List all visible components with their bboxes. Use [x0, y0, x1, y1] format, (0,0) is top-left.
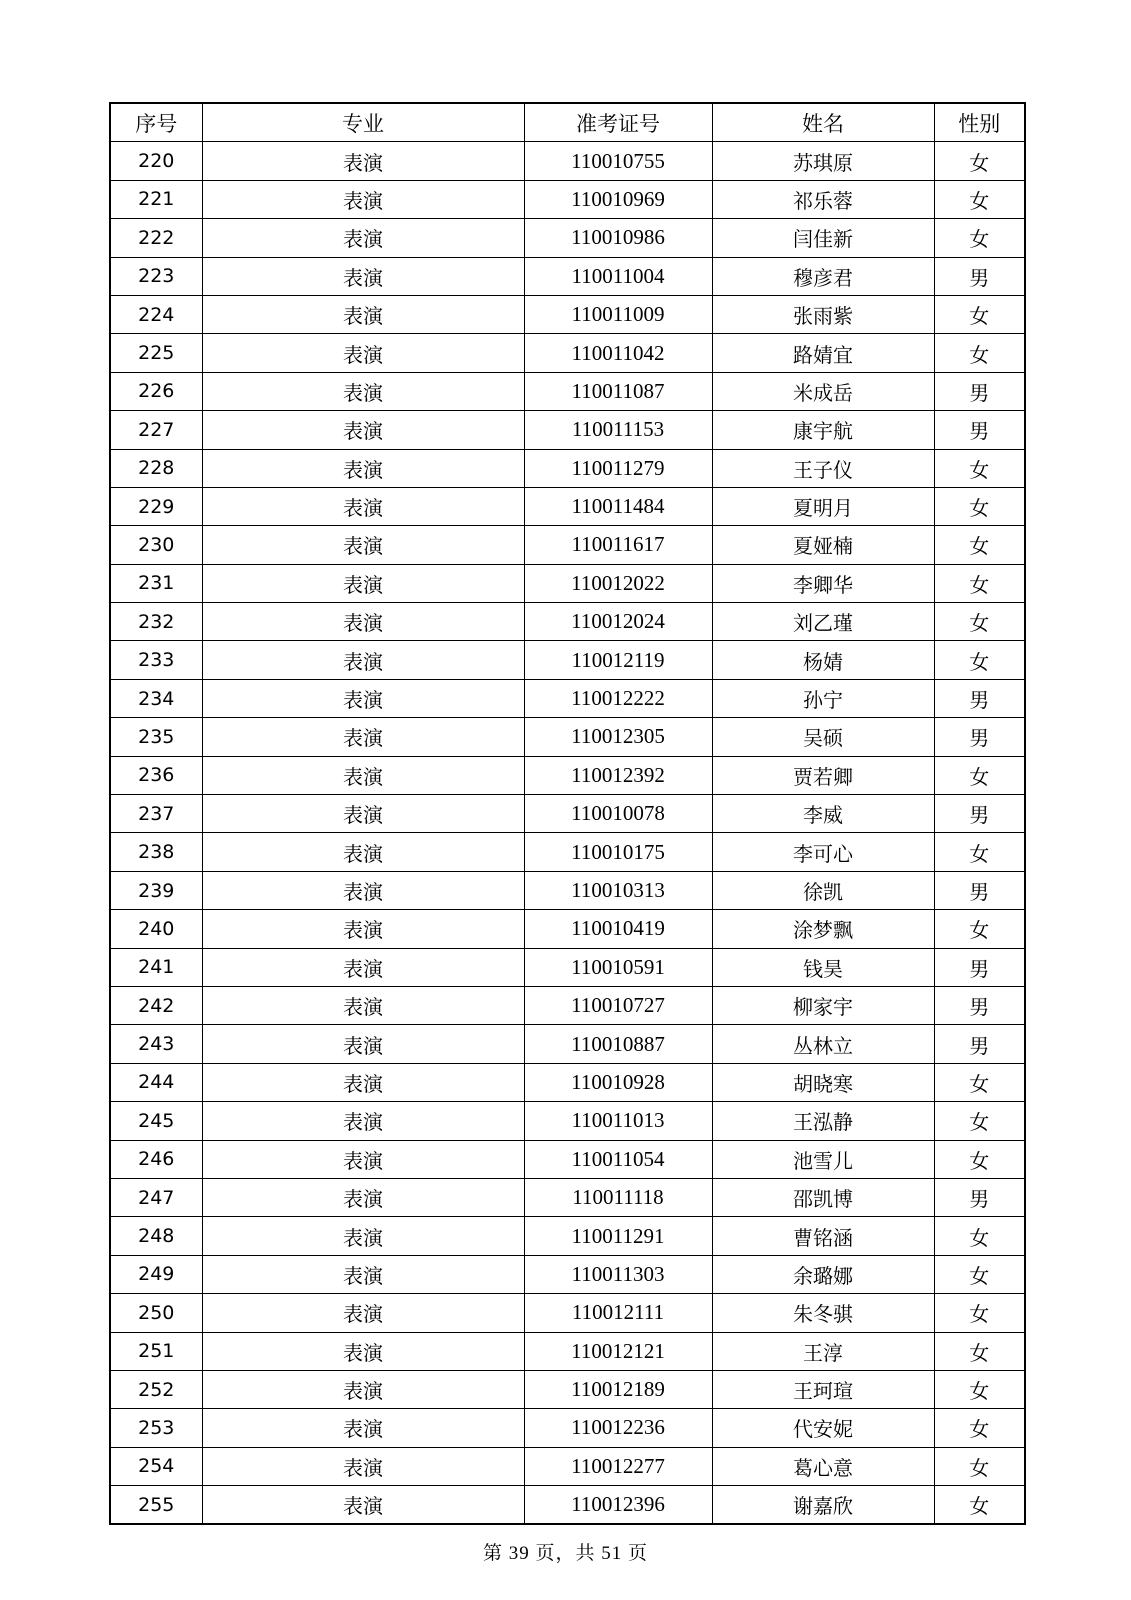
- cell-exam-id: 110010755: [524, 142, 712, 180]
- cell-seq: 253: [110, 1409, 202, 1447]
- cell-name: 葛心意: [712, 1447, 934, 1485]
- cell-major: 表演: [202, 1063, 524, 1101]
- cell-seq: 240: [110, 910, 202, 948]
- cell-exam-id: 110010986: [524, 219, 712, 257]
- cell-gender: 女: [934, 142, 1025, 180]
- cell-name: 杨婧: [712, 641, 934, 679]
- cell-exam-id: 110012305: [524, 718, 712, 756]
- cell-seq: 242: [110, 986, 202, 1024]
- cell-exam-id: 110012277: [524, 1447, 712, 1485]
- cell-gender: 女: [934, 487, 1025, 525]
- cell-seq: 226: [110, 372, 202, 410]
- cell-major: 表演: [202, 1140, 524, 1178]
- cell-seq: 223: [110, 257, 202, 295]
- table-row: [110, 1025, 1025, 1063]
- table-row: [110, 449, 1025, 487]
- cell-seq: 252: [110, 1370, 202, 1408]
- header-major: 专业: [202, 103, 524, 142]
- cell-major: 表演: [202, 1370, 524, 1408]
- cell-major: 表演: [202, 219, 524, 257]
- cell-name: 余璐娜: [712, 1255, 934, 1293]
- cell-exam-id: 110011291: [524, 1217, 712, 1255]
- header-exam-id: 准考证号: [524, 103, 712, 142]
- cell-exam-id: 110012236: [524, 1409, 712, 1447]
- table-row: [110, 756, 1025, 794]
- cell-exam-id: 110011087: [524, 372, 712, 410]
- cell-exam-id: 110012022: [524, 564, 712, 602]
- cell-seq: 222: [110, 219, 202, 257]
- cell-name: 朱冬骐: [712, 1294, 934, 1332]
- cell-gender: 女: [934, 1063, 1025, 1101]
- cell-exam-id: 110012392: [524, 756, 712, 794]
- cell-name: 胡晓寒: [712, 1063, 934, 1101]
- cell-name: 康宇航: [712, 411, 934, 449]
- table-row: [110, 1294, 1025, 1332]
- cell-seq: 231: [110, 564, 202, 602]
- cell-major: 表演: [202, 871, 524, 909]
- cell-name: 李卿华: [712, 564, 934, 602]
- cell-major: 表演: [202, 833, 524, 871]
- cell-name: 穆彦君: [712, 257, 934, 295]
- admission-roster-table: [109, 102, 1026, 1525]
- cell-seq: 246: [110, 1140, 202, 1178]
- cell-major: 表演: [202, 487, 524, 525]
- cell-exam-id: 110012121: [524, 1332, 712, 1370]
- cell-major: 表演: [202, 1217, 524, 1255]
- cell-name: 张雨紫: [712, 295, 934, 333]
- cell-exam-id: 110012119: [524, 641, 712, 679]
- cell-name: 谢嘉欣: [712, 1486, 934, 1525]
- table-row: [110, 833, 1025, 871]
- cell-exam-id: 110010727: [524, 986, 712, 1024]
- cell-name: 苏琪原: [712, 142, 934, 180]
- cell-seq: 224: [110, 295, 202, 333]
- cell-major: 表演: [202, 526, 524, 564]
- cell-exam-id: 110010928: [524, 1063, 712, 1101]
- cell-gender: 女: [934, 449, 1025, 487]
- cell-gender: 女: [934, 1447, 1025, 1485]
- cell-exam-id: 110011279: [524, 449, 712, 487]
- header-seq: 序号: [110, 103, 202, 142]
- cell-exam-id: 110011118: [524, 1178, 712, 1216]
- cell-major: 表演: [202, 1025, 524, 1063]
- cell-major: 表演: [202, 295, 524, 333]
- cell-name: 代安妮: [712, 1409, 934, 1447]
- cell-gender: 女: [934, 219, 1025, 257]
- cell-major: 表演: [202, 257, 524, 295]
- cell-major: 表演: [202, 1255, 524, 1293]
- page-footer: 第 39 页，共 51 页: [482, 1543, 648, 1564]
- cell-major: 表演: [202, 449, 524, 487]
- table-row: [110, 180, 1025, 218]
- cell-major: 表演: [202, 795, 524, 833]
- cell-gender: 女: [934, 641, 1025, 679]
- cell-gender: 女: [934, 334, 1025, 372]
- cell-exam-id: 110010591: [524, 948, 712, 986]
- table-row: [110, 1370, 1025, 1408]
- cell-seq: 247: [110, 1178, 202, 1216]
- cell-name: 曹铭涵: [712, 1217, 934, 1255]
- cell-name: 王泓静: [712, 1102, 934, 1140]
- cell-major: 表演: [202, 1332, 524, 1370]
- cell-gender: 女: [934, 833, 1025, 871]
- cell-name: 吴硕: [712, 718, 934, 756]
- cell-seq: 228: [110, 449, 202, 487]
- cell-exam-id: 110012396: [524, 1486, 712, 1525]
- cell-seq: 230: [110, 526, 202, 564]
- table-row: [110, 564, 1025, 602]
- cell-exam-id: 110012222: [524, 679, 712, 717]
- cell-name: 闫佳新: [712, 219, 934, 257]
- cell-name: 孙宁: [712, 679, 934, 717]
- cell-name: 李可心: [712, 833, 934, 871]
- cell-name: 王子仪: [712, 449, 934, 487]
- cell-gender: 男: [934, 1178, 1025, 1216]
- cell-seq: 254: [110, 1447, 202, 1485]
- cell-major: 表演: [202, 1447, 524, 1485]
- cell-major: 表演: [202, 1178, 524, 1216]
- cell-seq: 238: [110, 833, 202, 871]
- cell-major: 表演: [202, 1294, 524, 1332]
- cell-name: 王淳: [712, 1332, 934, 1370]
- cell-seq: 229: [110, 487, 202, 525]
- cell-gender: 女: [934, 1294, 1025, 1332]
- cell-major: 表演: [202, 948, 524, 986]
- cell-seq: 234: [110, 679, 202, 717]
- cell-seq: 220: [110, 142, 202, 180]
- cell-exam-id: 110010175: [524, 833, 712, 871]
- cell-seq: 239: [110, 871, 202, 909]
- cell-name: 徐凯: [712, 871, 934, 909]
- cell-gender: 女: [934, 1409, 1025, 1447]
- cell-gender: 女: [934, 1217, 1025, 1255]
- cell-major: 表演: [202, 910, 524, 948]
- cell-seq: 245: [110, 1102, 202, 1140]
- cell-exam-id: 110012024: [524, 603, 712, 641]
- cell-name: 路婧宜: [712, 334, 934, 372]
- cell-major: 表演: [202, 603, 524, 641]
- cell-name: 刘乙瑾: [712, 603, 934, 641]
- cell-exam-id: 110011617: [524, 526, 712, 564]
- cell-major: 表演: [202, 142, 524, 180]
- cell-gender: 女: [934, 526, 1025, 564]
- cell-gender: 女: [934, 1140, 1025, 1178]
- cell-seq: 225: [110, 334, 202, 372]
- table-row: [110, 641, 1025, 679]
- cell-name: 贾若卿: [712, 756, 934, 794]
- cell-name: 涂梦飘: [712, 910, 934, 948]
- cell-seq: 227: [110, 411, 202, 449]
- table-row: [110, 1332, 1025, 1370]
- header-name: 姓名: [712, 103, 934, 142]
- cell-gender: 男: [934, 679, 1025, 717]
- cell-major: 表演: [202, 564, 524, 602]
- cell-exam-id: 110010078: [524, 795, 712, 833]
- cell-name: 邵凯博: [712, 1178, 934, 1216]
- cell-exam-id: 110010313: [524, 871, 712, 909]
- cell-gender: 女: [934, 180, 1025, 218]
- cell-major: 表演: [202, 372, 524, 410]
- table-row: [110, 411, 1025, 449]
- cell-exam-id: 110011042: [524, 334, 712, 372]
- cell-seq: 251: [110, 1332, 202, 1370]
- cell-seq: 249: [110, 1255, 202, 1293]
- cell-exam-id: 110012189: [524, 1370, 712, 1408]
- header-gender: 性别: [934, 103, 1025, 142]
- cell-seq: 233: [110, 641, 202, 679]
- cell-gender: 男: [934, 257, 1025, 295]
- cell-name: 池雪儿: [712, 1140, 934, 1178]
- cell-major: 表演: [202, 411, 524, 449]
- table-row: [110, 1486, 1025, 1525]
- cell-major: 表演: [202, 756, 524, 794]
- table-row: [110, 1255, 1025, 1293]
- table-row: [110, 795, 1025, 833]
- cell-exam-id: 110011054: [524, 1140, 712, 1178]
- cell-major: 表演: [202, 1486, 524, 1525]
- cell-major: 表演: [202, 334, 524, 372]
- cell-major: 表演: [202, 1102, 524, 1140]
- table-row: [110, 142, 1025, 180]
- cell-seq: 255: [110, 1486, 202, 1525]
- table-row: [110, 986, 1025, 1024]
- table-row: [110, 487, 1025, 525]
- cell-gender: 女: [934, 564, 1025, 602]
- cell-seq: 241: [110, 948, 202, 986]
- cell-name: 祁乐蓉: [712, 180, 934, 218]
- cell-seq: 237: [110, 795, 202, 833]
- table-row: [110, 1217, 1025, 1255]
- table-header-row: [110, 103, 1025, 142]
- cell-exam-id: 110012111: [524, 1294, 712, 1332]
- table-row: [110, 1063, 1025, 1101]
- table-row: [110, 948, 1025, 986]
- cell-seq: 244: [110, 1063, 202, 1101]
- table-row: [110, 871, 1025, 909]
- cell-gender: 女: [934, 1486, 1025, 1525]
- cell-exam-id: 110011153: [524, 411, 712, 449]
- cell-major: 表演: [202, 1409, 524, 1447]
- table-row: [110, 1102, 1025, 1140]
- cell-name: 夏明月: [712, 487, 934, 525]
- cell-name: 丛林立: [712, 1025, 934, 1063]
- cell-gender: 男: [934, 411, 1025, 449]
- cell-gender: 男: [934, 1025, 1025, 1063]
- cell-exam-id: 110011009: [524, 295, 712, 333]
- cell-exam-id: 110010969: [524, 180, 712, 218]
- cell-exam-id: 110010887: [524, 1025, 712, 1063]
- cell-major: 表演: [202, 180, 524, 218]
- cell-gender: 男: [934, 986, 1025, 1024]
- cell-seq: 250: [110, 1294, 202, 1332]
- cell-gender: 男: [934, 372, 1025, 410]
- cell-name: 米成岳: [712, 372, 934, 410]
- table-body: [110, 142, 1025, 1525]
- cell-seq: 243: [110, 1025, 202, 1063]
- cell-gender: 女: [934, 910, 1025, 948]
- cell-name: 钱昊: [712, 948, 934, 986]
- cell-gender: 女: [934, 1332, 1025, 1370]
- cell-seq: 221: [110, 180, 202, 218]
- cell-seq: 232: [110, 603, 202, 641]
- cell-major: 表演: [202, 641, 524, 679]
- table-row: [110, 1447, 1025, 1485]
- table-row: [110, 526, 1025, 564]
- cell-gender: 男: [934, 871, 1025, 909]
- table-row: [110, 910, 1025, 948]
- cell-exam-id: 110011013: [524, 1102, 712, 1140]
- table-row: [110, 1178, 1025, 1216]
- table-row: [110, 219, 1025, 257]
- table-row: [110, 372, 1025, 410]
- cell-exam-id: 110011004: [524, 257, 712, 295]
- cell-gender: 女: [934, 1255, 1025, 1293]
- cell-major: 表演: [202, 986, 524, 1024]
- cell-exam-id: 110010419: [524, 910, 712, 948]
- cell-name: 柳家宇: [712, 986, 934, 1024]
- table-row: [110, 257, 1025, 295]
- table-row: [110, 1140, 1025, 1178]
- cell-seq: 236: [110, 756, 202, 794]
- cell-gender: 女: [934, 603, 1025, 641]
- table-row: [110, 679, 1025, 717]
- cell-name: 夏娅楠: [712, 526, 934, 564]
- cell-gender: 女: [934, 1370, 1025, 1408]
- cell-gender: 男: [934, 948, 1025, 986]
- cell-major: 表演: [202, 718, 524, 756]
- cell-exam-id: 110011484: [524, 487, 712, 525]
- cell-gender: 女: [934, 295, 1025, 333]
- cell-name: 李威: [712, 795, 934, 833]
- cell-seq: 235: [110, 718, 202, 756]
- cell-exam-id: 110011303: [524, 1255, 712, 1293]
- table-row: [110, 295, 1025, 333]
- cell-name: 王珂瑄: [712, 1370, 934, 1408]
- cell-seq: 248: [110, 1217, 202, 1255]
- cell-major: 表演: [202, 679, 524, 717]
- cell-gender: 女: [934, 1102, 1025, 1140]
- table-row: [110, 718, 1025, 756]
- cell-gender: 男: [934, 795, 1025, 833]
- table-row: [110, 334, 1025, 372]
- table-row: [110, 603, 1025, 641]
- table-row: [110, 1409, 1025, 1447]
- cell-gender: 女: [934, 756, 1025, 794]
- cell-gender: 男: [934, 718, 1025, 756]
